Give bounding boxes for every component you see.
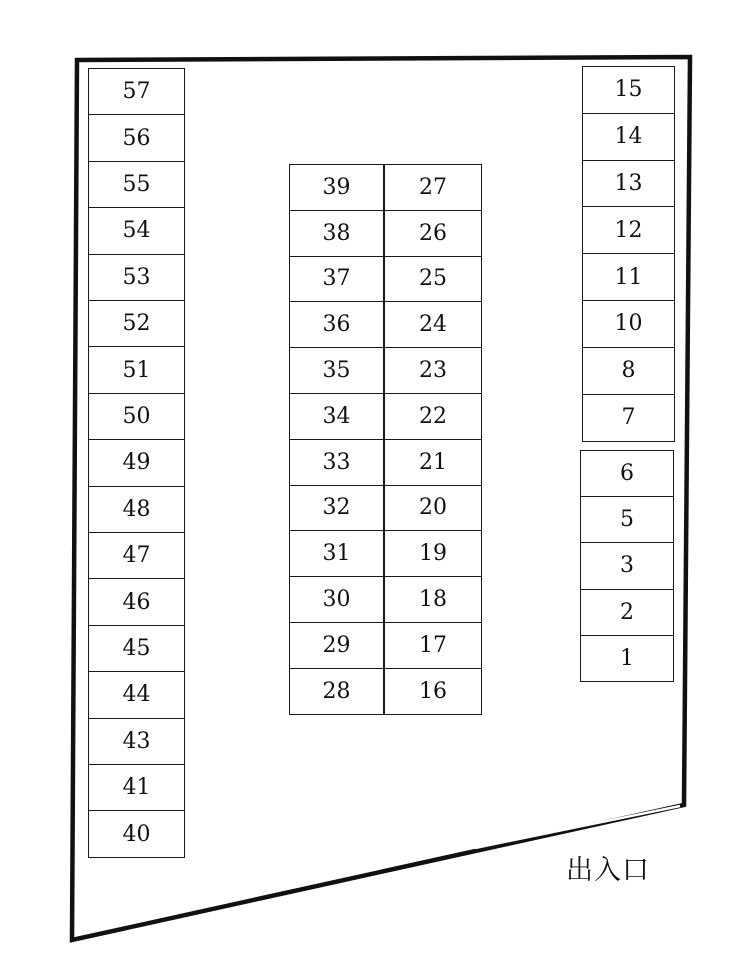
stall-number: 39 xyxy=(322,174,351,200)
parking-stall xyxy=(580,635,674,683)
stall-number: 3 xyxy=(620,553,634,579)
stall-number: 22 xyxy=(419,403,447,429)
stall-number: 54 xyxy=(122,218,151,244)
parking-stall xyxy=(384,164,482,211)
stall-number: 26 xyxy=(419,220,447,246)
stall-number: 47 xyxy=(122,543,151,569)
parking-stall xyxy=(582,206,675,254)
stall-number: 21 xyxy=(419,449,447,475)
parking-stall xyxy=(384,668,482,715)
parking-stall xyxy=(88,114,185,162)
parking-stall xyxy=(289,485,384,532)
stall-number: 50 xyxy=(122,403,151,429)
parking-stall xyxy=(384,393,482,440)
parking-stall xyxy=(580,496,674,544)
stall-number: 32 xyxy=(322,495,351,521)
stall-number: 46 xyxy=(122,589,151,615)
parking-stall xyxy=(88,439,185,487)
stall-number: 2 xyxy=(620,599,634,625)
parking-stall xyxy=(384,530,482,577)
parking-stall xyxy=(289,668,384,715)
stall-number: 33 xyxy=(322,449,351,475)
stall-number: 6 xyxy=(620,461,634,487)
parking-stall xyxy=(88,486,185,534)
stall-number: 7 xyxy=(621,404,636,430)
parking-stall xyxy=(384,210,482,257)
stall-number: 17 xyxy=(419,632,447,658)
stall-number: 14 xyxy=(614,124,643,150)
stall-number: 16 xyxy=(419,678,447,704)
parking-stall xyxy=(582,113,675,161)
stall-number: 38 xyxy=(322,220,351,246)
parking-stall xyxy=(88,300,185,348)
parking-stall xyxy=(582,160,675,208)
stall-number: 44 xyxy=(122,682,151,708)
stall-number: 37 xyxy=(322,266,351,292)
parking-stall xyxy=(289,393,384,440)
stall-number: 1 xyxy=(620,645,634,671)
parking-stall xyxy=(580,450,674,498)
stall-number: 49 xyxy=(122,450,151,476)
entrance-gap xyxy=(475,806,680,848)
stall-number: 19 xyxy=(419,541,447,567)
parking-stall xyxy=(384,439,482,486)
parking-stall xyxy=(88,207,185,255)
stall-number: 40 xyxy=(122,821,151,847)
parking-stall xyxy=(289,164,384,211)
parking-stall xyxy=(289,256,384,303)
parking-stall xyxy=(88,671,185,719)
parking-stall xyxy=(88,393,185,441)
parking-stall xyxy=(88,346,185,394)
parking-stall xyxy=(289,576,384,623)
stall-number: 23 xyxy=(419,358,447,384)
stall-number: 31 xyxy=(322,541,351,567)
parking-stall xyxy=(289,347,384,394)
stall-number: 51 xyxy=(122,357,151,383)
parking-stall xyxy=(289,210,384,257)
parking-stall xyxy=(582,300,675,348)
stall-number: 5 xyxy=(620,507,634,533)
entrance-label: 出入口 xyxy=(566,855,650,886)
parking-stall xyxy=(384,256,482,303)
parking-stall xyxy=(88,254,185,302)
stall-number: 45 xyxy=(122,635,151,661)
stall-number: 20 xyxy=(419,495,447,521)
parking-stall xyxy=(289,301,384,348)
parking-stall xyxy=(289,530,384,577)
parking-stall xyxy=(384,485,482,532)
parking-stall xyxy=(88,532,185,580)
parking-stall xyxy=(384,622,482,669)
stall-number: 53 xyxy=(122,264,151,290)
parking-stall xyxy=(582,253,675,301)
stall-number: 25 xyxy=(419,266,447,292)
parking-stall xyxy=(384,301,482,348)
parking-stall xyxy=(88,810,185,858)
stall-number: 11 xyxy=(614,264,643,290)
stall-number: 48 xyxy=(122,496,151,522)
stall-number: 35 xyxy=(322,358,351,384)
stall-number: 55 xyxy=(122,171,151,197)
parking-stall xyxy=(88,718,185,766)
parking-stall xyxy=(88,161,185,209)
parking-stall xyxy=(580,542,674,590)
parking-stall xyxy=(384,347,482,394)
parking-stall xyxy=(384,576,482,623)
stall-number: 29 xyxy=(322,632,351,658)
stall-number: 24 xyxy=(419,312,447,338)
parking-stall xyxy=(88,68,185,116)
stall-number: 15 xyxy=(614,77,643,103)
parking-stall xyxy=(88,764,185,812)
stall-number: 41 xyxy=(122,775,151,801)
stall-number: 18 xyxy=(419,587,447,613)
stall-number: 43 xyxy=(122,728,151,754)
stall-number: 27 xyxy=(419,174,447,200)
stall-number: 28 xyxy=(322,678,351,704)
parking-stall xyxy=(582,66,675,114)
parking-stall xyxy=(88,625,185,673)
stall-number: 56 xyxy=(122,125,151,151)
stall-number: 13 xyxy=(614,170,643,196)
parking-stall xyxy=(289,439,384,486)
stall-number: 57 xyxy=(122,79,151,105)
stall-number: 12 xyxy=(614,217,643,243)
parking-stall xyxy=(580,589,674,637)
parking-stall xyxy=(88,578,185,626)
parking-stall xyxy=(582,394,675,442)
stall-number: 10 xyxy=(614,311,643,337)
stall-number: 34 xyxy=(322,403,351,429)
parking-stall xyxy=(582,347,675,395)
stall-number: 8 xyxy=(621,358,636,384)
stall-number: 30 xyxy=(322,587,351,613)
stall-number: 52 xyxy=(122,311,151,337)
parking-stall xyxy=(289,622,384,669)
stall-number: 36 xyxy=(322,312,351,338)
